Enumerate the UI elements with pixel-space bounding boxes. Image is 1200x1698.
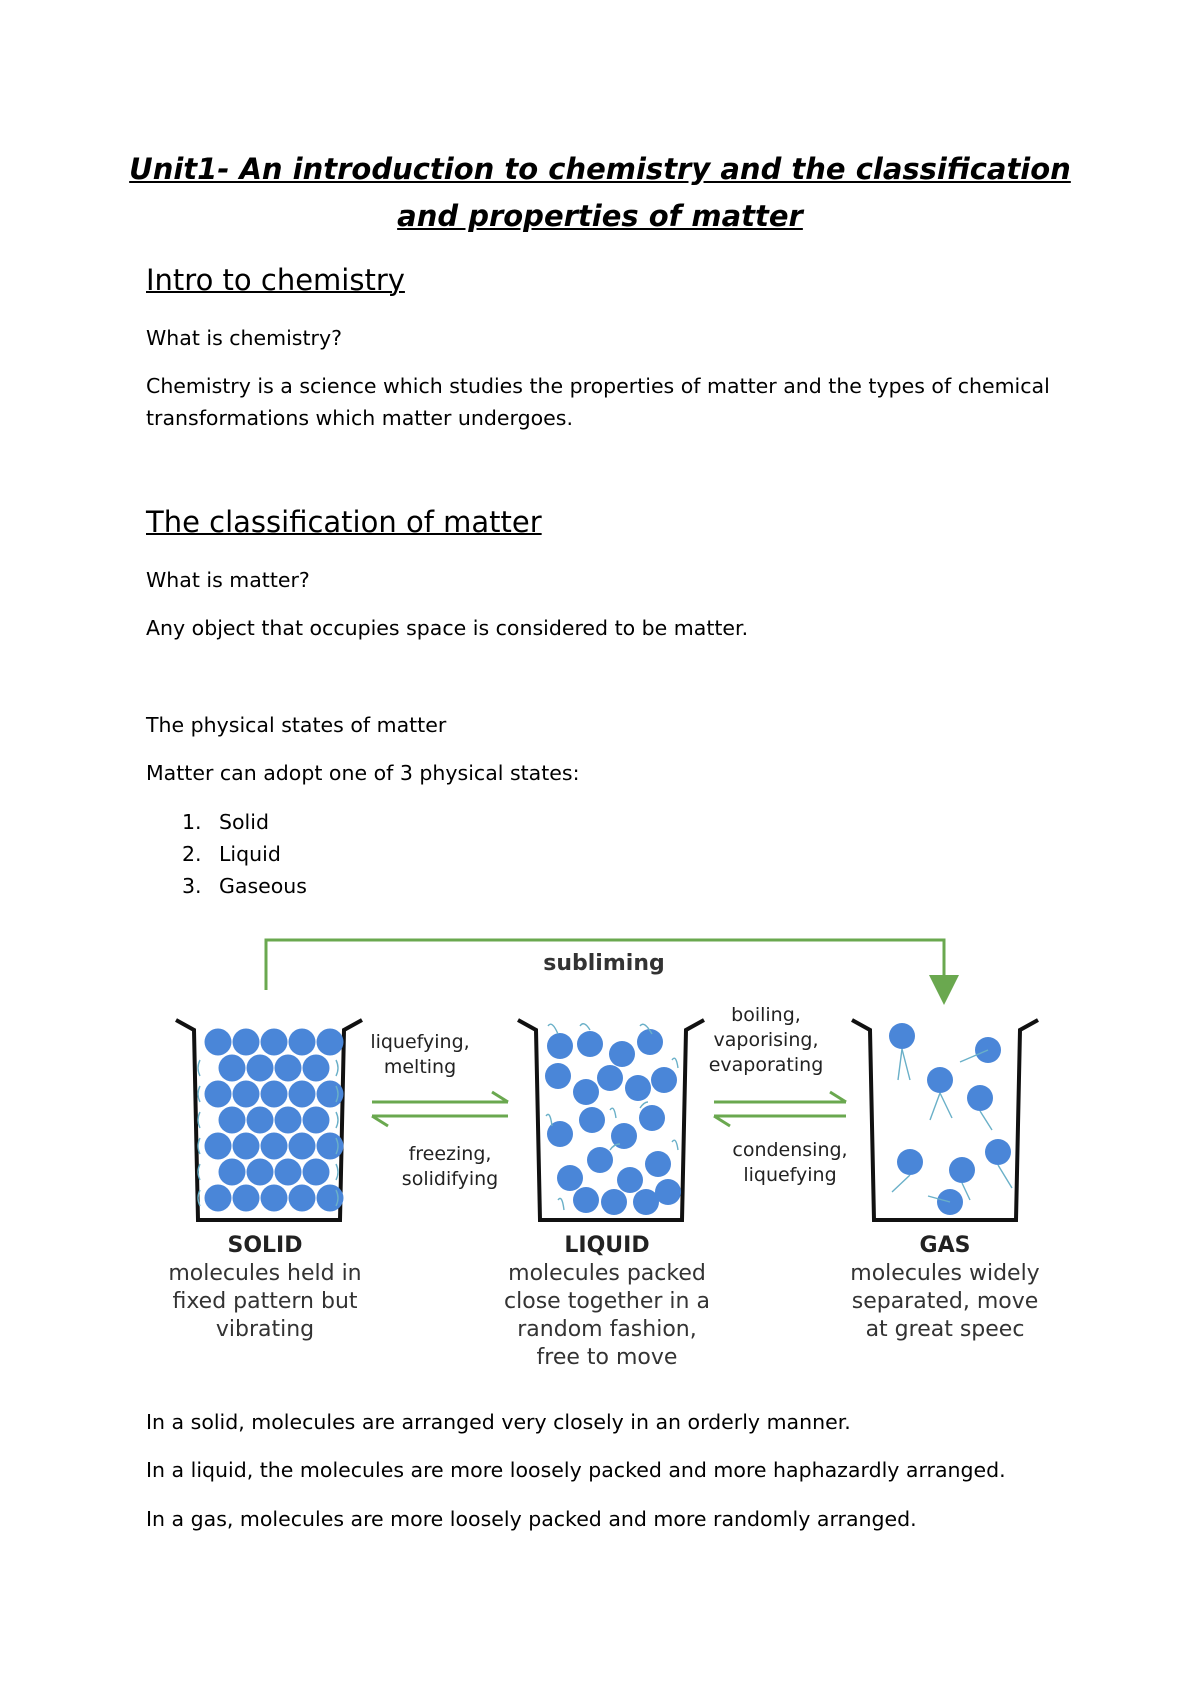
molecule [247, 1159, 274, 1186]
motion-line [198, 1164, 200, 1180]
section-heading-intro: Intro to chemistry [146, 263, 405, 297]
molecule [601, 1189, 627, 1215]
document-title-line-2: and properties of matter [397, 199, 803, 233]
molecule [261, 1081, 288, 1108]
chemistry-definition-line-1: Chemistry is a science which studies the properties of matter and the types of chemical [146, 374, 1050, 398]
molecule [205, 1081, 232, 1108]
gas-desc-line-2: separated, move [851, 1289, 1039, 1314]
gas-molecules [889, 1023, 1012, 1215]
motion-line [548, 1024, 558, 1034]
molecule [573, 1079, 599, 1105]
molecule [317, 1081, 344, 1108]
motion-line [672, 1058, 678, 1068]
melting-label-line-1: liquefying, [370, 1031, 470, 1053]
motion-line [558, 1198, 564, 1210]
molecule [289, 1029, 316, 1056]
motion-line [336, 1060, 338, 1076]
condensing-label-line-2: liquefying [743, 1164, 837, 1186]
molecule [573, 1187, 599, 1213]
freezing-arrow [372, 1116, 508, 1126]
motion-line [980, 1111, 992, 1130]
molecule [303, 1107, 330, 1134]
molecule [289, 1185, 316, 1212]
states-of-matter-diagram [140, 930, 1060, 1370]
molecule [205, 1029, 232, 1056]
molecule [275, 1107, 302, 1134]
molecule [261, 1133, 288, 1160]
liquid-summary: In a liquid, the molecules are more loosely packed and more haphazardly arranged. [146, 1458, 1006, 1482]
liquid-molecules [545, 1024, 681, 1215]
molecule [275, 1055, 302, 1082]
subliming-label: subliming [543, 951, 665, 976]
liquid-desc-line-4: free to move [536, 1345, 678, 1370]
list-item-number: 2. [182, 842, 202, 866]
gas-desc-line-1: molecules widely [850, 1261, 1040, 1286]
motion-line [998, 1165, 1012, 1188]
list-item-label: Liquid [219, 842, 281, 866]
solid-desc-line-1: molecules held in [168, 1261, 362, 1286]
motion-line [198, 1138, 200, 1154]
molecule [617, 1167, 643, 1193]
list-item-label: Solid [219, 810, 269, 834]
document-title-line-1: Unit1- An introduction to chemistry and the classification [129, 152, 1071, 186]
molecule [545, 1063, 571, 1089]
molecule [557, 1165, 583, 1191]
gas-desc-line-3: at great speec [865, 1317, 1025, 1342]
motion-line [546, 1114, 552, 1126]
motion-line [962, 1183, 970, 1200]
molecule [289, 1133, 316, 1160]
molecule [303, 1055, 330, 1082]
molecule [889, 1023, 915, 1049]
molecule [651, 1067, 677, 1093]
solid-molecules [198, 1029, 344, 1212]
molecule [897, 1149, 923, 1175]
motion-line [610, 1108, 616, 1118]
states-heading: The physical states of matter [146, 713, 447, 737]
solid-desc-line-3: vibrating [215, 1317, 315, 1342]
boiling-label-line-1: boiling, [731, 1004, 801, 1026]
molecule [587, 1147, 613, 1173]
molecule [219, 1159, 246, 1186]
liquid-desc-line-2: close together in a [504, 1289, 710, 1314]
solid-desc-line-2: fixed pattern but [172, 1289, 358, 1314]
states-intro: Matter can adopt one of 3 physical states: [146, 761, 580, 785]
solid-label: SOLID [227, 1233, 303, 1258]
molecule [233, 1029, 260, 1056]
molecule [233, 1133, 260, 1160]
condensing-arrow [714, 1116, 846, 1126]
list-item-label: Gaseous [219, 874, 307, 898]
list-item-number: 3. [182, 874, 202, 898]
molecule [927, 1067, 953, 1093]
motion-line [892, 1175, 910, 1192]
molecule [985, 1139, 1011, 1165]
liquid-desc-line-1: molecules packed [508, 1261, 706, 1286]
solid-summary: In a solid, molecules are arranged very closely in an orderly manner. [146, 1410, 851, 1434]
motion-line [198, 1086, 200, 1102]
motion-line [336, 1112, 338, 1128]
motion-line [902, 1049, 910, 1080]
molecule [247, 1107, 274, 1134]
motion-line [198, 1060, 200, 1076]
motion-line [580, 1024, 590, 1030]
condensing-label-line-1: condensing, [732, 1139, 848, 1161]
molecule [645, 1151, 671, 1177]
molecule [609, 1041, 635, 1067]
molecule [949, 1157, 975, 1183]
molecule [579, 1107, 605, 1133]
molecule [547, 1121, 573, 1147]
boiling-arrow [714, 1092, 846, 1102]
motion-line [336, 1164, 338, 1180]
molecule [639, 1105, 665, 1131]
molecule [967, 1085, 993, 1111]
liquid-desc-line-3: random fashion, [517, 1317, 697, 1342]
gas-summary: In a gas, molecules are more loosely packed and more randomly arranged. [146, 1507, 917, 1531]
molecule [547, 1033, 573, 1059]
molecule [219, 1107, 246, 1134]
molecule [625, 1075, 651, 1101]
molecule [261, 1185, 288, 1212]
molecule [205, 1185, 232, 1212]
molecule [317, 1029, 344, 1056]
molecule [219, 1055, 246, 1082]
question-what-is-chemistry: What is chemistry? [146, 326, 342, 350]
molecule [637, 1029, 663, 1055]
motion-line [930, 1093, 940, 1120]
melting-arrow [372, 1092, 508, 1102]
motion-line [672, 1140, 678, 1150]
molecule [205, 1133, 232, 1160]
motion-line [940, 1093, 952, 1118]
motion-line [198, 1112, 200, 1128]
molecule [289, 1081, 316, 1108]
molecule [317, 1133, 344, 1160]
freezing-label-line-1: freezing, [408, 1143, 492, 1165]
question-what-is-matter: What is matter? [146, 568, 310, 592]
molecule [261, 1029, 288, 1056]
motion-line [898, 1049, 902, 1080]
molecule [655, 1179, 681, 1205]
molecule [275, 1159, 302, 1186]
molecule [247, 1055, 274, 1082]
chemistry-definition-line-2: transformations which matter undergoes. [146, 406, 573, 430]
gas-label: GAS [919, 1233, 971, 1258]
molecule [303, 1159, 330, 1186]
molecule [317, 1185, 344, 1212]
molecule [597, 1065, 623, 1091]
boiling-label-line-3: evaporating [708, 1054, 824, 1076]
list-item-number: 1. [182, 810, 202, 834]
molecule [233, 1081, 260, 1108]
section-heading-classification: The classification of matter [146, 505, 542, 539]
molecule [233, 1185, 260, 1212]
boiling-label-line-2: vaporising, [713, 1029, 819, 1051]
freezing-label-line-2: solidifying [401, 1168, 499, 1190]
liquid-label: LIQUID [564, 1233, 650, 1258]
molecule [577, 1031, 603, 1057]
melting-label-line-2: melting [383, 1056, 457, 1078]
matter-definition: Any object that occupies space is considered to be matter. [146, 616, 749, 640]
